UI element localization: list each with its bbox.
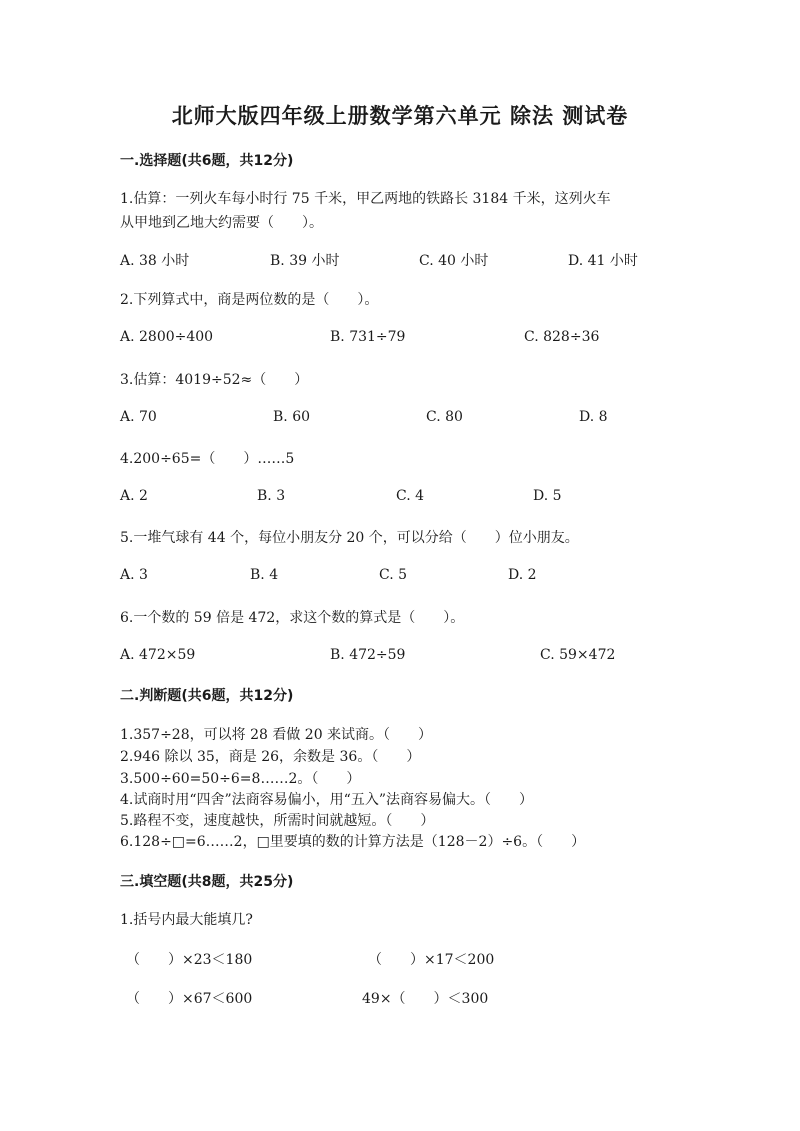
fill-in-blank-3: （ ）×67＜600 [126, 991, 253, 1007]
question-6-option-c: C. 59×472 [540, 647, 616, 663]
question-6-option-a: A. 472×59 [120, 647, 196, 663]
question-5-option-b: B. 4 [250, 567, 279, 583]
true-false-item-3: 3.500÷60=50÷6=8……2。（ ） [120, 771, 361, 787]
question-2-option-c: C. 828÷36 [524, 329, 600, 345]
question-1-stem-line-2: 从甲地到乙地大约需要（ ）。 [120, 215, 323, 231]
question-3-stem: 3.估算：4019÷52≈（ ） [120, 372, 309, 388]
question-6-stem: 6.一个数的 59 倍是 472，求这个数的算式是（ ）。 [120, 610, 465, 626]
section-heading-fill-in: 三.填空题(共8题，共25分) [120, 874, 294, 890]
fill-in-question-1-stem: 1.括号内最大能填几? [120, 912, 253, 928]
question-4-stem: 4.200÷65=（ ）……5 [120, 451, 295, 467]
question-5-option-d: D. 2 [508, 567, 537, 583]
question-5-option-c: C. 5 [379, 567, 408, 583]
question-2-option-a: A. 2800÷400 [120, 329, 214, 345]
question-4-option-b: B. 3 [257, 488, 286, 504]
question-5-stem: 5.一堆气球有 44 个，每位小朋友分 20 个，可以分给（ ）位小朋友。 [120, 530, 579, 546]
section-heading-choice: 一.选择题(共6题，共12分) [120, 153, 294, 169]
question-3-option-d: D. 8 [579, 409, 608, 425]
true-false-item-5: 5.路程不变，速度越快，所需时间就越短。（ ） [120, 813, 435, 829]
question-4-option-c: C. 4 [396, 488, 425, 504]
question-1-option-d: D. 41 小时 [568, 253, 638, 269]
fill-in-blank-1: （ ）×23＜180 [126, 952, 253, 968]
question-1-option-a: A. 38 小时 [120, 253, 190, 269]
fill-in-blank-4: 49×（ ）＜300 [362, 991, 489, 1007]
true-false-item-6: 6.128÷□=6……2，□里要填的数的计算方法是（128－2）÷6。（ ） [120, 834, 586, 850]
page-title: 北师大版四年级上册数学第六单元 除法 测试卷 [171, 104, 629, 128]
question-3-option-b: B. 60 [273, 409, 311, 425]
question-3-option-a: A. 70 [120, 409, 157, 425]
question-4-option-a: A. 2 [120, 488, 148, 504]
fill-in-blank-2: （ ）×17＜200 [368, 952, 495, 968]
section-heading-true-false: 二.判断题(共6题，共12分) [120, 688, 294, 704]
question-1-option-b: B. 39 小时 [270, 253, 340, 269]
question-2-option-b: B. 731÷79 [330, 329, 406, 345]
question-1-stem-line-1: 1.估算：一列火车每小时行 75 千米，甲乙两地的铁路长 3184 千米，这列火车 [120, 191, 611, 207]
true-false-item-2: 2.946 除以 35，商是 26，余数是 36。（ ） [120, 749, 421, 765]
question-3-option-c: C. 80 [426, 409, 463, 425]
question-2-stem: 2.下列算式中，商是两位数的是（ ）。 [120, 292, 379, 308]
true-false-item-1: 1.357÷28，可以将 28 看做 20 来试商。（ ） [120, 727, 433, 743]
question-1-option-c: C. 40 小时 [419, 253, 489, 269]
true-false-item-4: 4.试商时用“四舍”法商容易偏小，用“五入”法商容易偏大。（ ） [120, 792, 533, 808]
question-6-option-b: B. 472÷59 [330, 647, 406, 663]
question-5-option-a: A. 3 [120, 567, 148, 583]
question-4-option-d: D. 5 [533, 488, 562, 504]
